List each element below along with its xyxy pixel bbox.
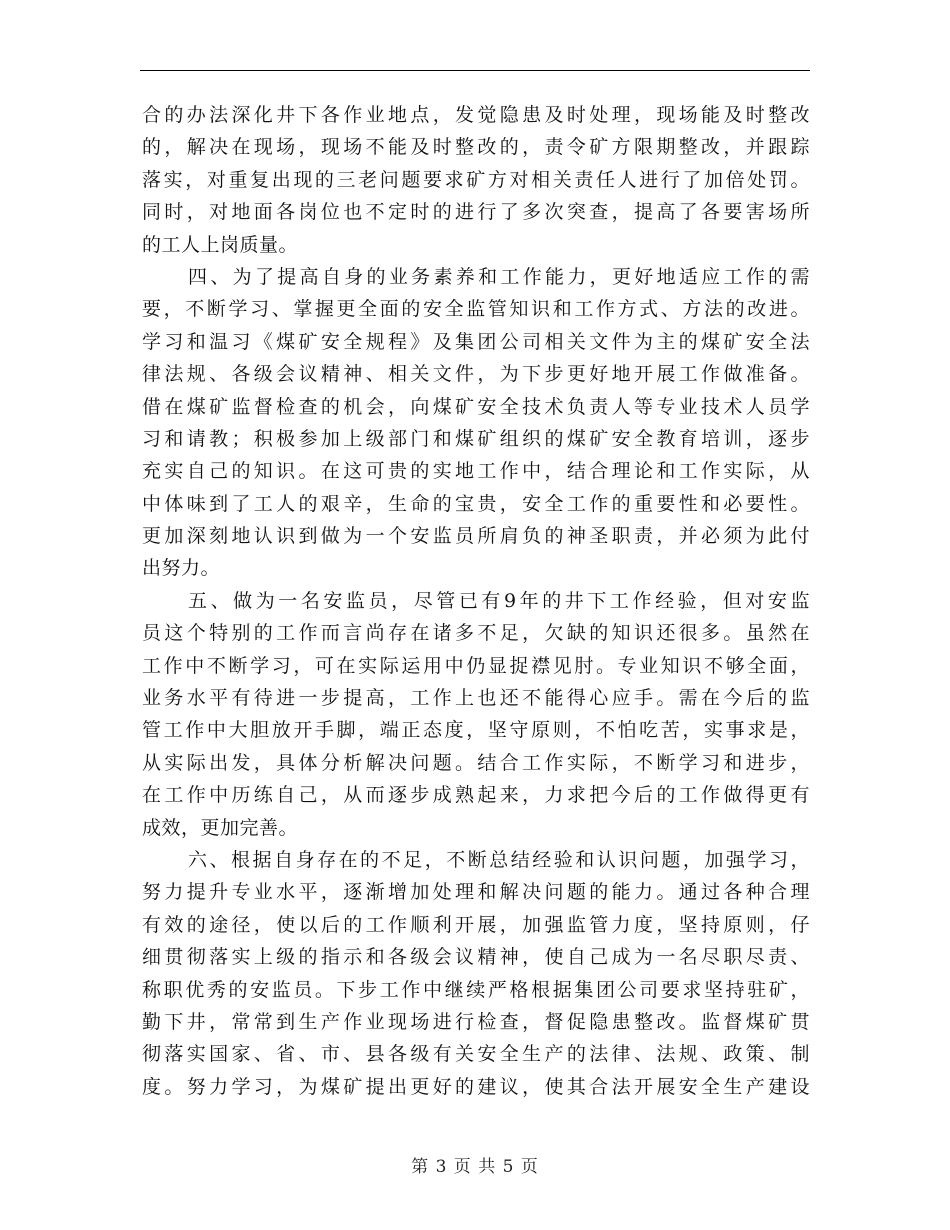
document-body [142, 99, 810, 1103]
text-line: 学习和温习《煤矿安全规程》及集团公司相关文件为主的煤矿安全法 [142, 330, 810, 353]
page-number: 第 3 页 共 5 页 [411, 1157, 539, 1177]
text-line: 勤下井，常常到生产作业现场进行检查，督促隐患整改。监督煤矿贯 [142, 1010, 810, 1033]
text-line: 彻落实国家、省、市、县各级有关安全生产的法律、法规、政策、制 [142, 1043, 810, 1066]
text-line: 四、为了提高自身的业务素养和工作能力，更好地适应工作的需 [188, 265, 810, 288]
text-line: 的工人上岗质量。 [142, 233, 299, 256]
text-line: 从实际出发，具体分析解决问题。结合工作实际，不断学习和进步， [142, 751, 810, 774]
paragraph-4 [142, 844, 810, 1103]
text-line: 员这个特别的工作而言尚存在诸多不足，欠缺的知识还很多。虽然在 [142, 622, 810, 645]
text-line: 管工作中大胆放开手脚，端正态度，坚守原则，不怕吃苦，实事求是， [142, 719, 810, 742]
text-line: 律法规、各级会议精神、相关文件，为下步更好地开展工作做准备。 [142, 363, 810, 386]
text-line: 成效，更加完善。 [142, 816, 299, 839]
text-line: 称职优秀的安监员。下步工作中继续严格根据集团公司要求坚持驻矿， [142, 978, 810, 1001]
header-rule [140, 70, 810, 71]
text-line: 工作中不断学习，可在实际运用中仍显捉襟见肘。专业知识不够全面， [142, 654, 810, 677]
text-line: 落实，对重复出现的三老问题要求矿方对相关责任人进行了加倍处罚。 [142, 168, 810, 191]
text-line: 借在煤矿监督检查的机会，向煤矿安全技术负责人等专业技术人员学 [142, 395, 810, 418]
text-line: 有效的途径，使以后的工作顺利开展，加强监管力度，坚持原则，仔 [142, 913, 810, 936]
paragraph-2 [142, 261, 810, 585]
text-line: 在工作中历练自己，从而逐步成熟起来，力求把今后的工作做得更有 [142, 784, 810, 807]
text-line: 努力提升专业水平，逐渐增加处理和解决问题的能力。通过各种合理 [142, 881, 810, 904]
text-line: 五、做为一名安监员，尽管已有9年的井下工作经验，但对安监 [188, 589, 810, 612]
text-line: 习和请教；积极参加上级部门和煤矿组织的煤矿安全教育培训，逐步 [142, 427, 810, 450]
text-line: 度。努力学习，为煤矿提出更好的建议，使其合法开展安全生产建设 [142, 1075, 810, 1098]
text-line: 出努力。 [142, 557, 221, 580]
text-line: 更加深刻地认识到做为一个安监员所肩负的神圣职责，并必须为此付 [142, 525, 810, 548]
text-line: 合的办法深化井下各作业地点，发觉隐患及时处理，现场能及时整改 [142, 104, 810, 126]
paragraph-3 [142, 585, 810, 844]
text-line: 同时，对地面各岗位也不定时的进行了多次突查，提高了各要害场所 [142, 201, 810, 224]
text-line: 细贯彻落实上级的指示和各级会议精神，使自己成为一名尽职尽责、 [142, 946, 810, 969]
text-line: 的，解决在现场，现场不能及时整改的，责令矿方限期整改，并跟踪 [142, 136, 810, 159]
text-line: 六、根据自身存在的不足，不断总结经验和认识问题，加强学习， [188, 848, 810, 871]
paragraph-1 [142, 99, 810, 261]
text-line: 要，不断学习、掌握更全面的安全监管知识和工作方式、方法的改进。 [142, 298, 810, 321]
text-line: 中体味到了工人的艰辛，生命的宝贵，安全工作的重要性和必要性。 [142, 492, 810, 515]
text-line: 充实自己的知识。在这可贵的实地工作中，结合理论和工作实际，从 [142, 460, 810, 483]
text-line: 业务水平有待进一步提高，工作上也还不能得心应手。需在今后的监 [142, 687, 810, 710]
